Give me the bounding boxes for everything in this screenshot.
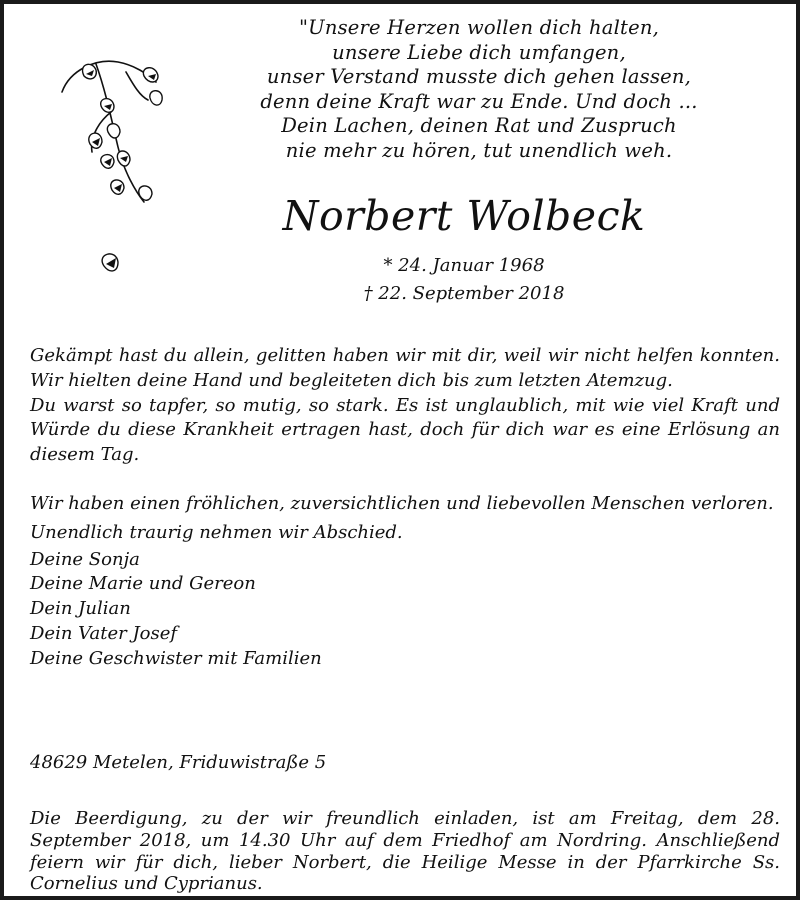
paragraph: Du warst so tapfer, so mutig, so stark. Es ist unglaublich, mit wie viel Kraft und Würde du diese Krankheit ertragen hast, doch für dich war es eine Erlösung an diesem Tag.: [30, 394, 780, 466]
quote-line: unsere Liebe dich umfangen,: [332, 40, 626, 64]
deceased-name: Norbert Wolbeck: [282, 192, 646, 240]
quote-line: nie mehr zu hören, tut unendlich weh.: [285, 138, 673, 162]
signature-list: [30, 548, 780, 672]
leaf-branch-icon: [56, 52, 176, 302]
signature-line: Deine Sonja: [30, 548, 140, 570]
memorial-quote: [219, 16, 739, 164]
signature-line: Dein Vater Josef: [30, 622, 178, 644]
family-address: 48629 Metelen, Friduwistraße 5: [30, 752, 327, 773]
obituary-text: [30, 344, 780, 672]
death-date: † 22. September 2018: [363, 283, 565, 304]
signature-line: Deine Marie und Gereon: [30, 573, 256, 595]
paragraph: Wir haben einen fröhlichen, zuversichtlichen und liebevollen Menschen verloren.: [30, 492, 774, 514]
quote-line: Dein Lachen, deinen Rat und Zuspruch: [281, 114, 677, 138]
birth-date: * 24. Januar 1968: [383, 255, 545, 276]
life-dates: [264, 252, 664, 308]
paragraph: Gekämpt hast du allein, gelitten haben wir mit dir, weil wir nicht helfen konnten. Wir hielten deine Hand und begleiteten dich bis zum letzten Atemzug.: [30, 345, 780, 391]
quote-line: "Unsere Herzen wollen dich halten,: [299, 16, 659, 39]
quote-line: unser Verstand musste dich gehen lassen,: [266, 65, 692, 89]
quote-line: denn deine Kraft war zu Ende. Und doch ...: [260, 89, 698, 113]
paragraph: Unendlich traurig nehmen wir Abschied.: [30, 521, 403, 543]
signature-line: Dein Julian: [30, 598, 131, 620]
funeral-details: Die Beerdigung, zu der wir freundlich einladen, ist am Freitag, dem 28. September 2018, um 14.30 Uhr auf dem Friedhof am Nordring. Anschließend feiern wir für dich, lieber Norbert, die Heilige Messe in der Pfarrkirche Ss. Cornelius und Cyprianus.: [30, 808, 780, 895]
signature-line: Deine Geschwister mit Familien: [30, 647, 322, 669]
paragraph-spacer: [30, 468, 780, 492]
